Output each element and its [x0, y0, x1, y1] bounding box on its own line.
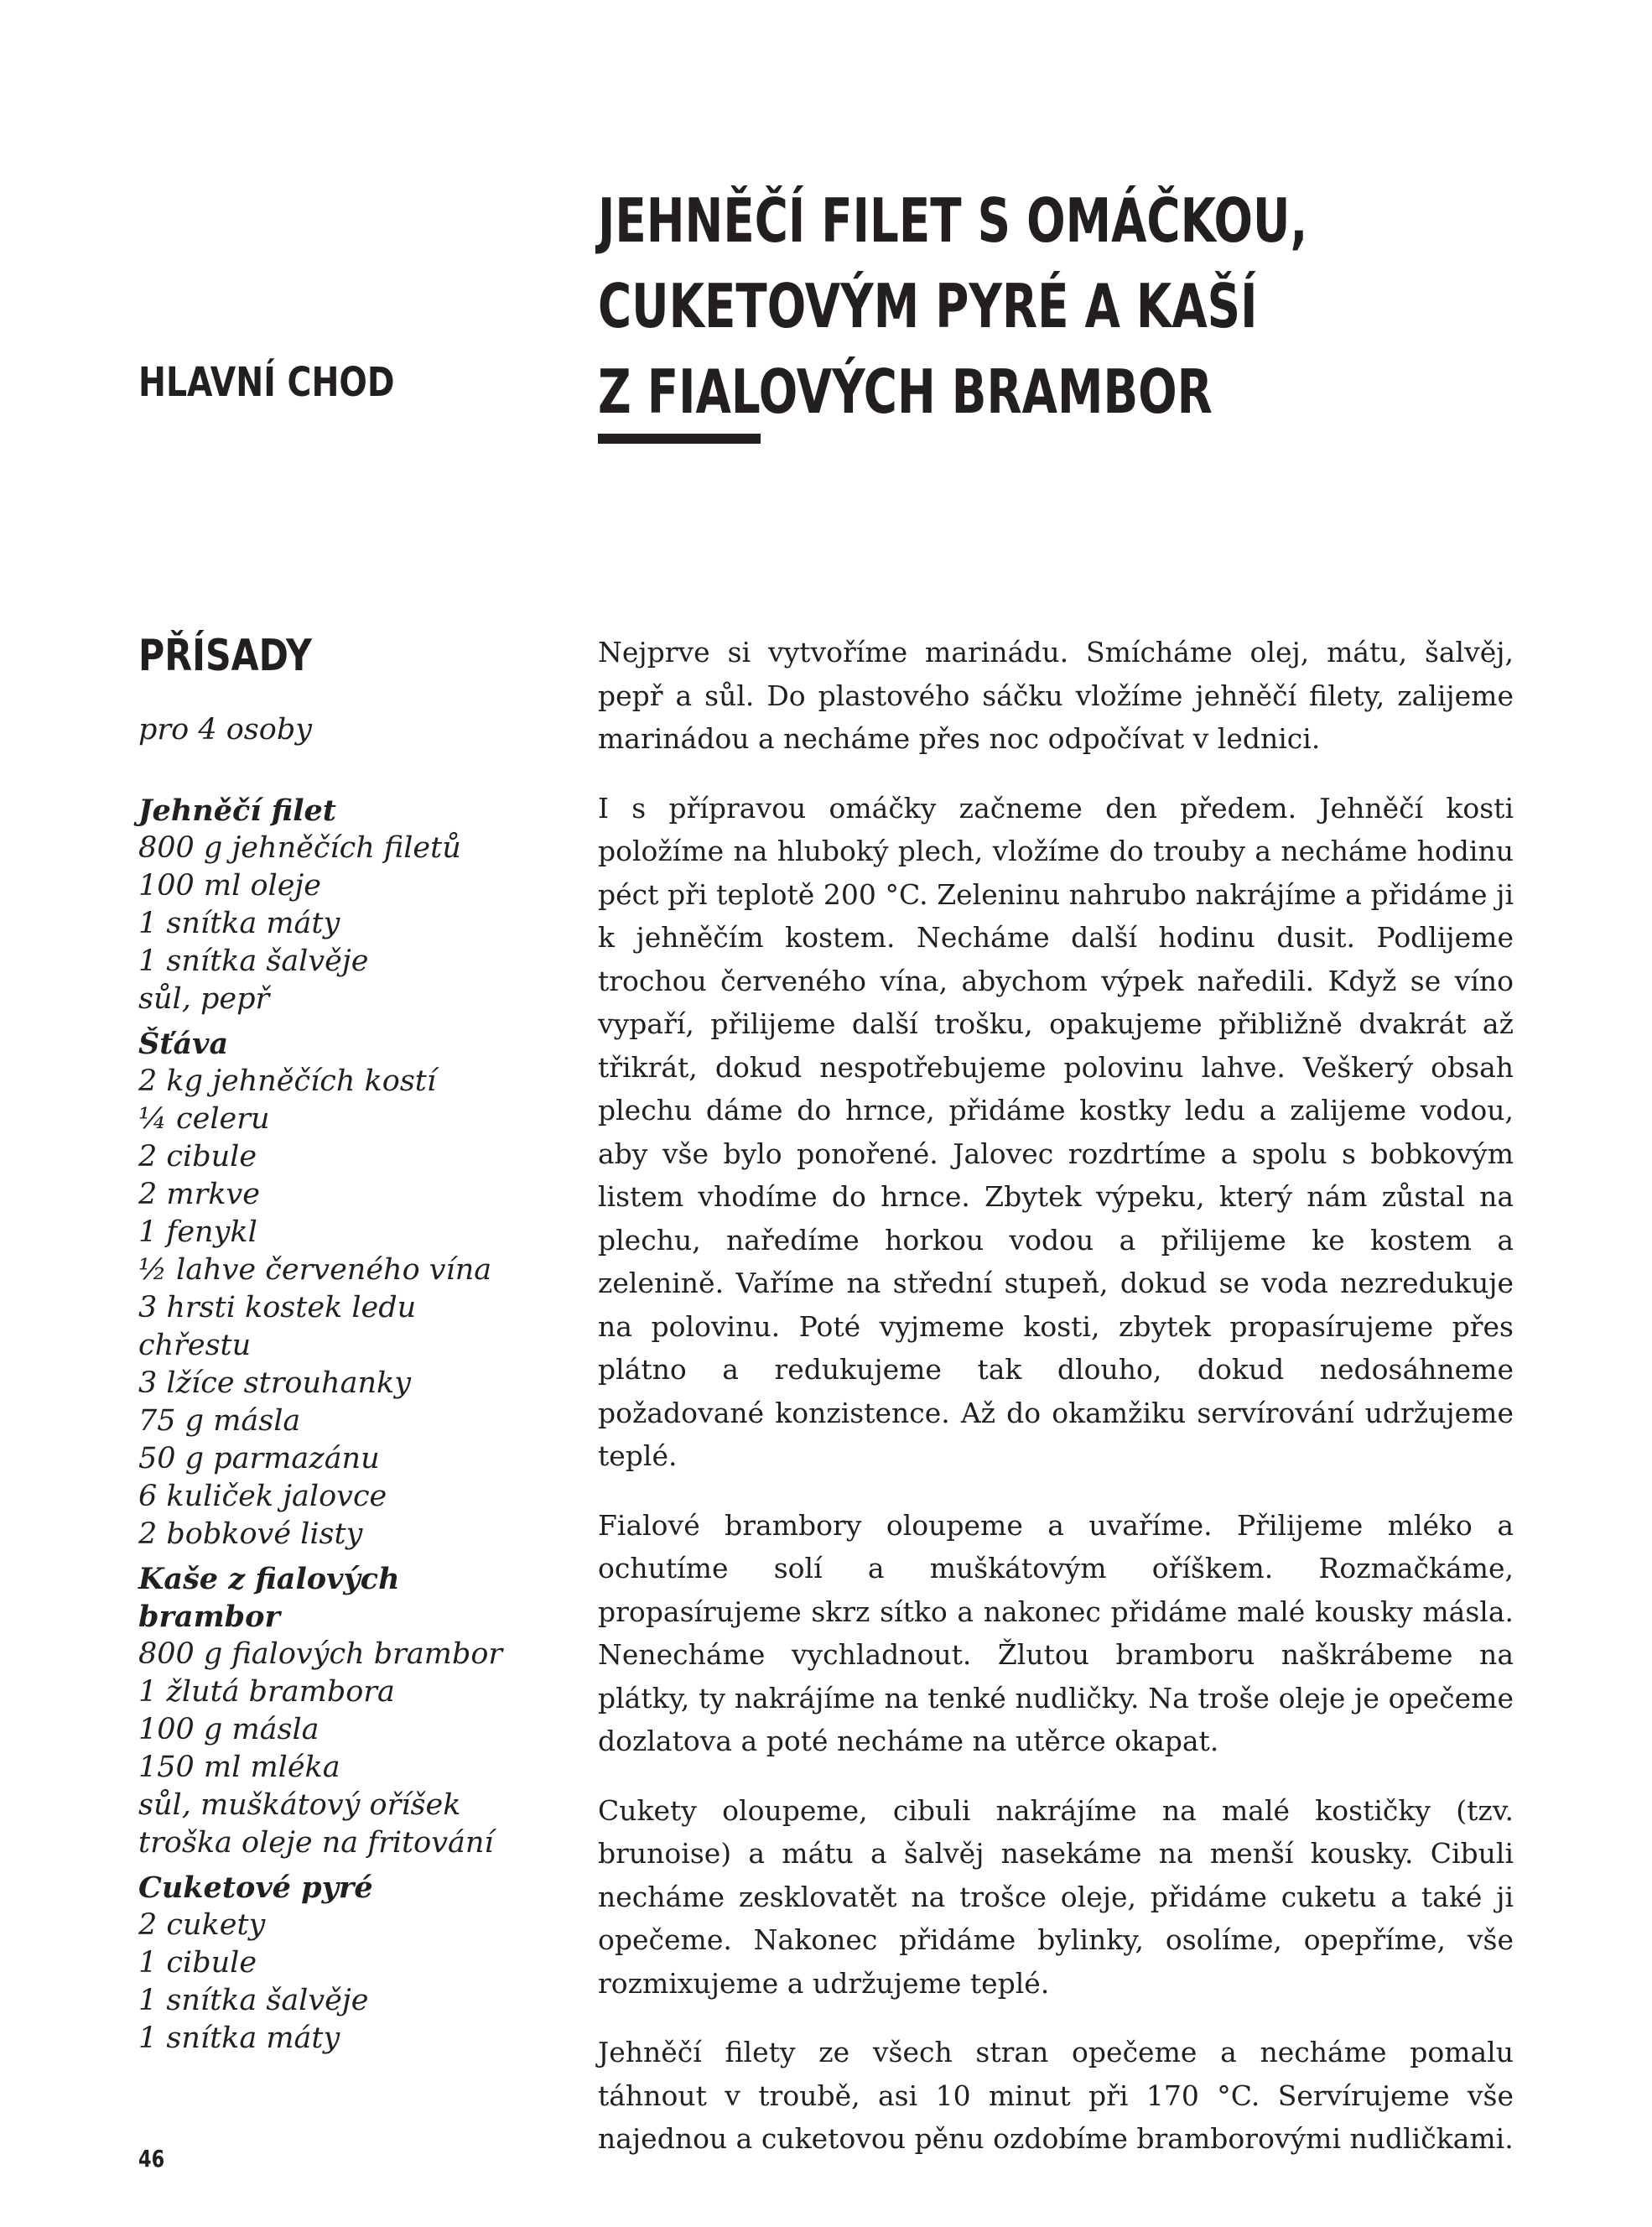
ingredient-item: 2 cukety — [138, 1908, 266, 1942]
title-line: Z FIALOVÝCH BRAMBOR — [598, 356, 1213, 427]
ingredient-item: 3 hrsti kostek ledu — [138, 1291, 417, 1324]
ingredient-list — [138, 792, 558, 2058]
ingredient-item: chřestu — [138, 1329, 252, 1362]
ingredient-item: 150 ml mléka — [138, 1751, 340, 1784]
ingredients-heading: PŘÍSADY — [138, 631, 312, 681]
recipe-title — [598, 178, 1307, 434]
ingredient-item: troška oleje na fritování — [138, 1826, 494, 1860]
ingredient-group — [138, 1560, 558, 1862]
page-number: 46 — [138, 2145, 165, 2172]
ingredient-item: 2 mrkve — [138, 1178, 261, 1211]
title-underline — [598, 434, 761, 444]
ingredient-item: 800 g jehněčích filetů — [138, 831, 461, 865]
instruction-paragraph: Cukety oloupeme, cibuli nakrájíme na malé kostičky (tzv. brunoise) a mátu a šalvěj nasekáme na menší kousky. Cibuli necháme zesklovatět na trošce oleje, přidáme cuketu a také ji opečeme. Nakonec přidáme bylinky, osolíme, opepříme, vše rozmixujeme a udržujeme teplé. — [598, 1793, 1514, 2000]
instruction-paragraph: Nejprve si vytvoříme marinádu. Smícháme olej, mátu, šalvěj, pepř a sůl. Do plastového sáčku vložíme jehněčí filety, zalijeme marinádou a necháme přes noc odpočívat v lednici. — [598, 636, 1514, 755]
ingredient-item: 75 g másla — [138, 1404, 301, 1438]
instructions — [598, 631, 1514, 2187]
title-line: JEHNĚČÍ FILET S OMÁČKOU, — [598, 185, 1308, 256]
group-title-line: brambor — [138, 1600, 280, 1634]
ingredient-item: 800 g fialových brambor — [138, 1637, 503, 1671]
ingredient-item: 100 ml oleje — [138, 869, 321, 903]
group-title: Cuketové pyré — [138, 1871, 373, 1905]
ingredient-item: 6 kuliček jalovce — [138, 1480, 387, 1513]
ingredient-item: 1 snítka máty — [138, 907, 340, 940]
group-title: Jehněčí filet — [138, 793, 336, 828]
ingredient-item: 1 cibule — [138, 1946, 257, 1980]
ingredient-item: 50 g parmazánu — [138, 1442, 380, 1475]
ingredient-item: 1 žlutá brambora — [138, 1675, 395, 1709]
ingredient-item: ½ lahve červeného vína — [138, 1253, 492, 1287]
ingredient-item: sůl, pepř — [138, 982, 270, 1016]
ingredient-item: 3 lžíce strouhanky — [138, 1366, 411, 1400]
ingredient-item: 100 g másla — [138, 1713, 319, 1746]
ingredient-group — [138, 792, 558, 1018]
group-title — [138, 1560, 558, 1636]
instruction-paragraph: Jehněčí filety ze všech stran opečeme a necháme pomalu táhnout v troubě, asi 10 minut při 170 °C. Servírujeme vše najednou a cuketovou pěnu ozdobíme bramborovými nudličkami. — [598, 2036, 1514, 2155]
ingredient-item: sůl, muškátový oříšek — [138, 1788, 461, 1822]
title-line: CUKETOVÝM PYRÉ A KAŠÍ — [598, 271, 1258, 341]
instruction-paragraph: I s přípravou omáčky začneme den předem. Jehněčí kosti položíme na hluboký plech, vložíme do trouby a necháme hodinu péct při teplotě 200 °C. Zeleninu nahrubo nakrájíme a přidáme ji k jehněčím kostem. Necháme další hodinu dusit. Podlijeme trochou červeného vína, abychom výpek naředili. Když se víno vypaří, přilijeme další trošku, opakujeme přibližně dvakrát až třikrát, dokud nespotřebujeme polovinu lahve. Veškerý obsah plechu dáme do hrnce, přidáme kostky ledu a zalijeme vodou, aby vše bylo ponořené. Jalovec rozdrtíme a spolu s bobkovým listem vhodíme do hrnce. Zbytek výpeku, který nám zůstal na plechu, naředíme horkou vodou a přilijeme ke kostem a zelenině. Vaříme na střední stupeň, dokud se voda nezredukuje na polovinu. Poté vyjmeme kosti, zbytek propasírujeme přes plátno a redukujeme tak dlouho, dokud nedosáhneme požadované konzistence. Až do okamžiku servírování udržujeme teplé. — [598, 791, 1514, 1472]
servings: pro 4 osoby — [138, 713, 313, 747]
ingredient-item: 1 snítka šalvěje — [138, 944, 369, 978]
ingredient-item: 1 snítka šalvěje — [138, 1984, 369, 2017]
ingredient-item: 2 cibule — [138, 1140, 257, 1173]
group-title: Šťáva — [138, 1027, 229, 1061]
group-title-line: Kaše z fialových — [138, 1562, 400, 1596]
ingredient-group — [138, 1869, 558, 2058]
ingredient-item: 2 bobkové listy — [138, 1517, 363, 1551]
ingredient-item: 2 kg jehněčích kostí — [138, 1064, 437, 1098]
ingredient-item: 1 snítka máty — [138, 2021, 340, 2055]
ingredient-group — [138, 1025, 558, 1553]
instruction-paragraph: Fialové brambory oloupeme a uvaříme. Přilijeme mléko a ochutíme solí a muškátovým oříškem. Rozmačkáme, propasírujeme skrz sítko a nakonec přidáme malé kousky másla. Nenecháme vychladnout. Žlutou bramboru naškrábeme na plátky, ty nakrájíme na tenké nudličky. Na troše oleje je opečeme dozlatova a poté necháme na utěrce okapat. — [598, 1508, 1514, 1757]
section-label: HLAVNÍ CHOD — [138, 359, 395, 406]
ingredient-item: 1 fenykl — [138, 1215, 257, 1249]
ingredient-item: ¼ celeru — [138, 1102, 270, 1136]
